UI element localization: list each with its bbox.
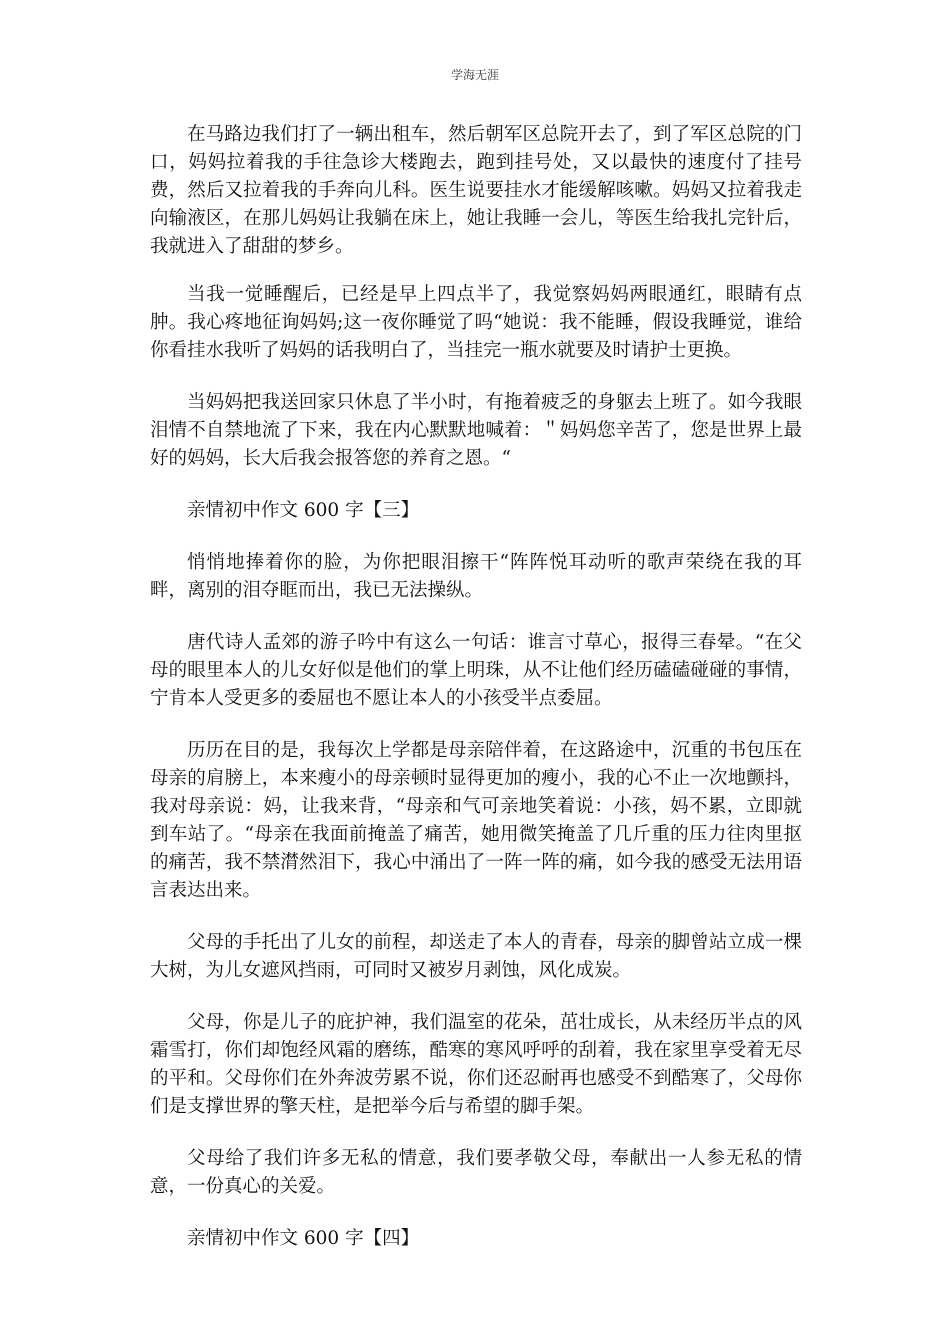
section-heading: 亲情初中作文 600 字【四】 <box>187 1228 420 1249</box>
document-body <box>150 121 802 1277</box>
paragraph: 当我一觉睡醒后，已经是早上四点半了，我觉察妈妈两眼通红，眼睛有点肿。我心疼地征询妈妈;这一夜你睡觉了吗“她说：我不能睡，假设我睡觉，谁给你看挂水我听了妈妈的话我明白了，当挂完一瓶水就要及时请护士更换。 <box>150 284 802 361</box>
paragraph: 在马路边我们打了一辆出租车，然后朝军区总院开去了，到了军区总院的门口，妈妈拉着我的手往急诊大楼跑去，跑到挂号处，又以最快的速度付了挂号费，然后又拉着我的手奔向儿科。医生说要挂水才能缓解咳嗽。妈妈又拉着我走向输液区，在那儿妈妈让我躺在床上，她让我睡一会儿，等医生给我扎完针后，我就进入了甜甜的梦乡。 <box>150 124 802 257</box>
paragraph: 悄悄地捧着你的脸，为你把眼泪擦干“阵阵悦耳动听的歌声荣绕在我的耳畔，离别的泪夺眶而出，我已无法操纵。 <box>150 552 802 601</box>
page-header: 学海无涯 <box>450 68 499 82</box>
paragraph: 父母给了我们许多无私的情意，我们要孝敬父母，奉献出一人参无私的情意，一份真心的关爱。 <box>150 1148 802 1197</box>
section-heading: 亲情初中作文 600 字【三】 <box>187 500 420 521</box>
paragraph: 唐代诗人孟郊的游子吟中有这么一句话：谁言寸草心，报得三春晕。“在父母的眼里本人的儿女好似是他们的掌上明珠，从不让他们经历磕磕碰碰的事情，宁肯本人受更多的委屈也不愿让本人的小孩受半点委屈。 <box>150 632 802 709</box>
paragraph: 父母的手托出了儿女的前程，却送走了本人的青春，母亲的脚曾站立成一棵大树，为儿女遮风挡雨，可同时又被岁月剥蚀，风化成炭。 <box>150 932 802 981</box>
paragraph: 历历在目的是，我每次上学都是母亲陪伴着，在这路途中，沉重的书包压在母亲的肩膀上，本来瘦小的母亲顿时显得更加的瘦小，我的心不止一次地颤抖，我对母亲说：妈，让我来背，“母亲和气可亲地笑着说：小孩，妈不累，立即就到车站了。“母亲在我面前掩盖了痛苦，她用微笑掩盖了几斤重的压力往肉里抠的痛苦，我不禁潸然泪下，我心中涌出了一阵一阵的痛，如今我的感受无法用语言表达出来。 <box>150 740 802 901</box>
paragraph: 当妈妈把我送回家只休息了半小时，有拖着疲乏的身躯去上班了。如今我眼泪情不自禁地流了下来，我在内心默默地喊着：＂妈妈您辛苦了，您是世界上最好的妈妈，长大后我会报答您的养育之恩。“ <box>150 392 802 469</box>
paragraph: 父母，你是儿子的庇护神，我们温室的花朵，茁壮成长，从未经历半点的风霜雪打，你们却饱经风霜的磨练，酷寒的寒风呼呼的刮着，我在家里享受着无尽的平和。父母你们在外奔波劳累不说，你们还忍耐再也感受不到酷寒了，父母你们是支撑世界的擎天柱，是把举今后与希望的脚手架。 <box>150 1012 802 1117</box>
